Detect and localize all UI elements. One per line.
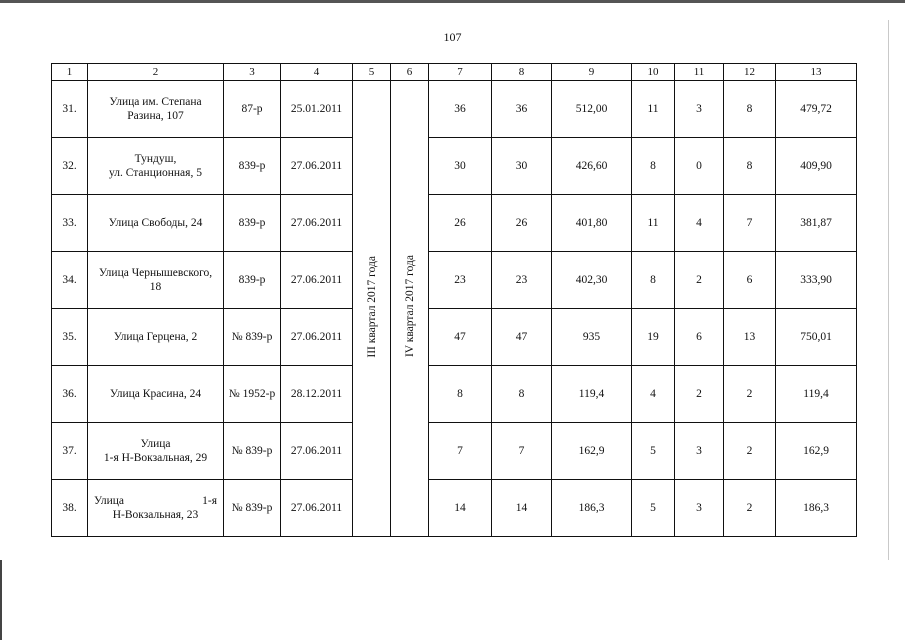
table-row xyxy=(52,480,857,537)
page-number: 107 xyxy=(443,30,462,44)
row-number: 35. xyxy=(52,309,88,366)
cell-col11: 0 xyxy=(675,138,724,195)
cell-col10: 8 xyxy=(632,252,675,309)
data-table xyxy=(51,63,857,537)
table-row xyxy=(52,423,857,480)
scan-artifact-line xyxy=(888,20,889,560)
cell-col13: 381,87 xyxy=(776,195,857,252)
cell-col8: 23 xyxy=(492,252,552,309)
document-date: 25.01.2011 xyxy=(281,81,353,138)
col-header-10: 10 xyxy=(632,64,675,81)
document-number: № 1952-р xyxy=(224,366,281,423)
address-cell xyxy=(88,81,224,138)
cell-col8: 7 xyxy=(492,423,552,480)
document-number: 839-р xyxy=(224,252,281,309)
document-number: 839-р xyxy=(224,138,281,195)
row-number: 32. xyxy=(52,138,88,195)
cell-col11: 3 xyxy=(675,423,724,480)
col-header-6: 6 xyxy=(391,64,429,81)
col-header-5: 5 xyxy=(353,64,391,81)
merged-cell-col6 xyxy=(391,81,429,537)
cell-col12: 8 xyxy=(724,138,776,195)
col-header-4: 4 xyxy=(281,64,353,81)
cell-col7: 47 xyxy=(429,309,492,366)
address-cell xyxy=(88,480,224,537)
cell-col12: 2 xyxy=(724,423,776,480)
address-line-1: Улица Чернышевского, xyxy=(98,267,213,279)
quarter-label-col6: IV квартал 2017 года xyxy=(403,255,416,358)
cell-col13: 162,9 xyxy=(776,423,857,480)
cell-col10: 19 xyxy=(632,309,675,366)
cell-col12: 13 xyxy=(724,309,776,366)
cell-col9: 512,00 xyxy=(552,81,632,138)
cell-col10: 4 xyxy=(632,366,675,423)
cell-col7: 26 xyxy=(429,195,492,252)
cell-col8: 14 xyxy=(492,480,552,537)
address-line-2: 18 xyxy=(149,281,162,293)
scan-left-edge xyxy=(0,560,2,640)
document-date: 27.06.2011 xyxy=(281,138,353,195)
cell-col13: 750,01 xyxy=(776,309,857,366)
document-number: № 839-р xyxy=(224,309,281,366)
address-line-1: Улица Красина, 24 xyxy=(109,388,202,400)
table-row xyxy=(52,309,857,366)
cell-col8: 36 xyxy=(492,81,552,138)
cell-col11: 4 xyxy=(675,195,724,252)
cell-col11: 2 xyxy=(675,366,724,423)
document-date: 27.06.2011 xyxy=(281,480,353,537)
scan-top-edge xyxy=(0,0,905,3)
cell-col9: 119,4 xyxy=(552,366,632,423)
document-number: № 839-р xyxy=(224,423,281,480)
row-number: 34. xyxy=(52,252,88,309)
cell-col9: 402,30 xyxy=(552,252,632,309)
address-line-1: Улица им. Степана xyxy=(109,96,202,108)
cell-col13: 186,3 xyxy=(776,480,857,537)
cell-col11: 6 xyxy=(675,309,724,366)
header-row xyxy=(52,64,857,81)
address-line-2: Н-Вокзальная, 23 xyxy=(112,509,199,521)
col-header-2: 2 xyxy=(88,64,224,81)
cell-col13: 119,4 xyxy=(776,366,857,423)
cell-col7: 36 xyxy=(429,81,492,138)
cell-col8: 8 xyxy=(492,366,552,423)
document-number: 87-р xyxy=(224,81,281,138)
table-row xyxy=(52,81,857,138)
quarter-label-col5: III квартал 2017 года xyxy=(365,255,378,358)
cell-col13: 333,90 xyxy=(776,252,857,309)
row-number: 37. xyxy=(52,423,88,480)
merged-cell-col5 xyxy=(353,81,391,537)
col-header-9: 9 xyxy=(552,64,632,81)
cell-col13: 479,72 xyxy=(776,81,857,138)
document-date: 27.06.2011 xyxy=(281,195,353,252)
cell-col10: 5 xyxy=(632,480,675,537)
address-line-1: Улица Свободы, 24 xyxy=(108,217,203,229)
document-date: 27.06.2011 xyxy=(281,309,353,366)
cell-col7: 8 xyxy=(429,366,492,423)
cell-col12: 2 xyxy=(724,366,776,423)
cell-col7: 14 xyxy=(429,480,492,537)
table-row xyxy=(52,252,857,309)
address-cell xyxy=(88,195,224,252)
col-header-8: 8 xyxy=(492,64,552,81)
cell-col12: 7 xyxy=(724,195,776,252)
address-line-2: 1-я Н-Вокзальная, 29 xyxy=(103,452,208,464)
table-row xyxy=(52,366,857,423)
cell-col9: 401,80 xyxy=(552,195,632,252)
cell-col11: 3 xyxy=(675,480,724,537)
cell-col9: 162,9 xyxy=(552,423,632,480)
col-header-13: 13 xyxy=(776,64,857,81)
cell-col9: 426,60 xyxy=(552,138,632,195)
col-header-3: 3 xyxy=(224,64,281,81)
address-line-1: Улица xyxy=(140,438,171,450)
cell-col8: 47 xyxy=(492,309,552,366)
col-header-11: 11 xyxy=(675,64,724,81)
cell-col11: 2 xyxy=(675,252,724,309)
document-date: 27.06.2011 xyxy=(281,423,353,480)
cell-col8: 30 xyxy=(492,138,552,195)
cell-col12: 6 xyxy=(724,252,776,309)
cell-col8: 26 xyxy=(492,195,552,252)
row-number: 33. xyxy=(52,195,88,252)
cell-col7: 7 xyxy=(429,423,492,480)
address-cell xyxy=(88,252,224,309)
table-row xyxy=(52,195,857,252)
cell-col13: 409,90 xyxy=(776,138,857,195)
row-number: 36. xyxy=(52,366,88,423)
cell-col10: 11 xyxy=(632,195,675,252)
cell-col11: 3 xyxy=(675,81,724,138)
table-row xyxy=(52,138,857,195)
cell-col10: 11 xyxy=(632,81,675,138)
cell-col7: 30 xyxy=(429,138,492,195)
address-cell xyxy=(88,138,224,195)
document-date: 28.12.2011 xyxy=(281,366,353,423)
address-cell xyxy=(88,309,224,366)
address-line-1-left: Улица xyxy=(94,495,124,507)
col-header-1: 1 xyxy=(52,64,88,81)
document-number: 839-р xyxy=(224,195,281,252)
cell-col12: 8 xyxy=(724,81,776,138)
address-line-1: Тундуш, xyxy=(134,153,177,165)
address-line-1-right: 1-я xyxy=(202,495,217,507)
document-date: 27.06.2011 xyxy=(281,252,353,309)
address-cell xyxy=(88,366,224,423)
address-cell xyxy=(88,423,224,480)
cell-col7: 23 xyxy=(429,252,492,309)
col-header-12: 12 xyxy=(724,64,776,81)
address-line-2: Разина, 107 xyxy=(127,110,184,122)
row-number: 38. xyxy=(52,480,88,537)
col-header-7: 7 xyxy=(429,64,492,81)
cell-col10: 8 xyxy=(632,138,675,195)
cell-col9: 186,3 xyxy=(552,480,632,537)
row-number: 31. xyxy=(52,81,88,138)
cell-col12: 2 xyxy=(724,480,776,537)
document-number: № 839-р xyxy=(224,480,281,537)
address-line-1: Улица Герцена, 2 xyxy=(113,331,198,343)
cell-col10: 5 xyxy=(632,423,675,480)
address-line-2: ул. Станционная, 5 xyxy=(109,167,202,179)
cell-col9: 935 xyxy=(552,309,632,366)
